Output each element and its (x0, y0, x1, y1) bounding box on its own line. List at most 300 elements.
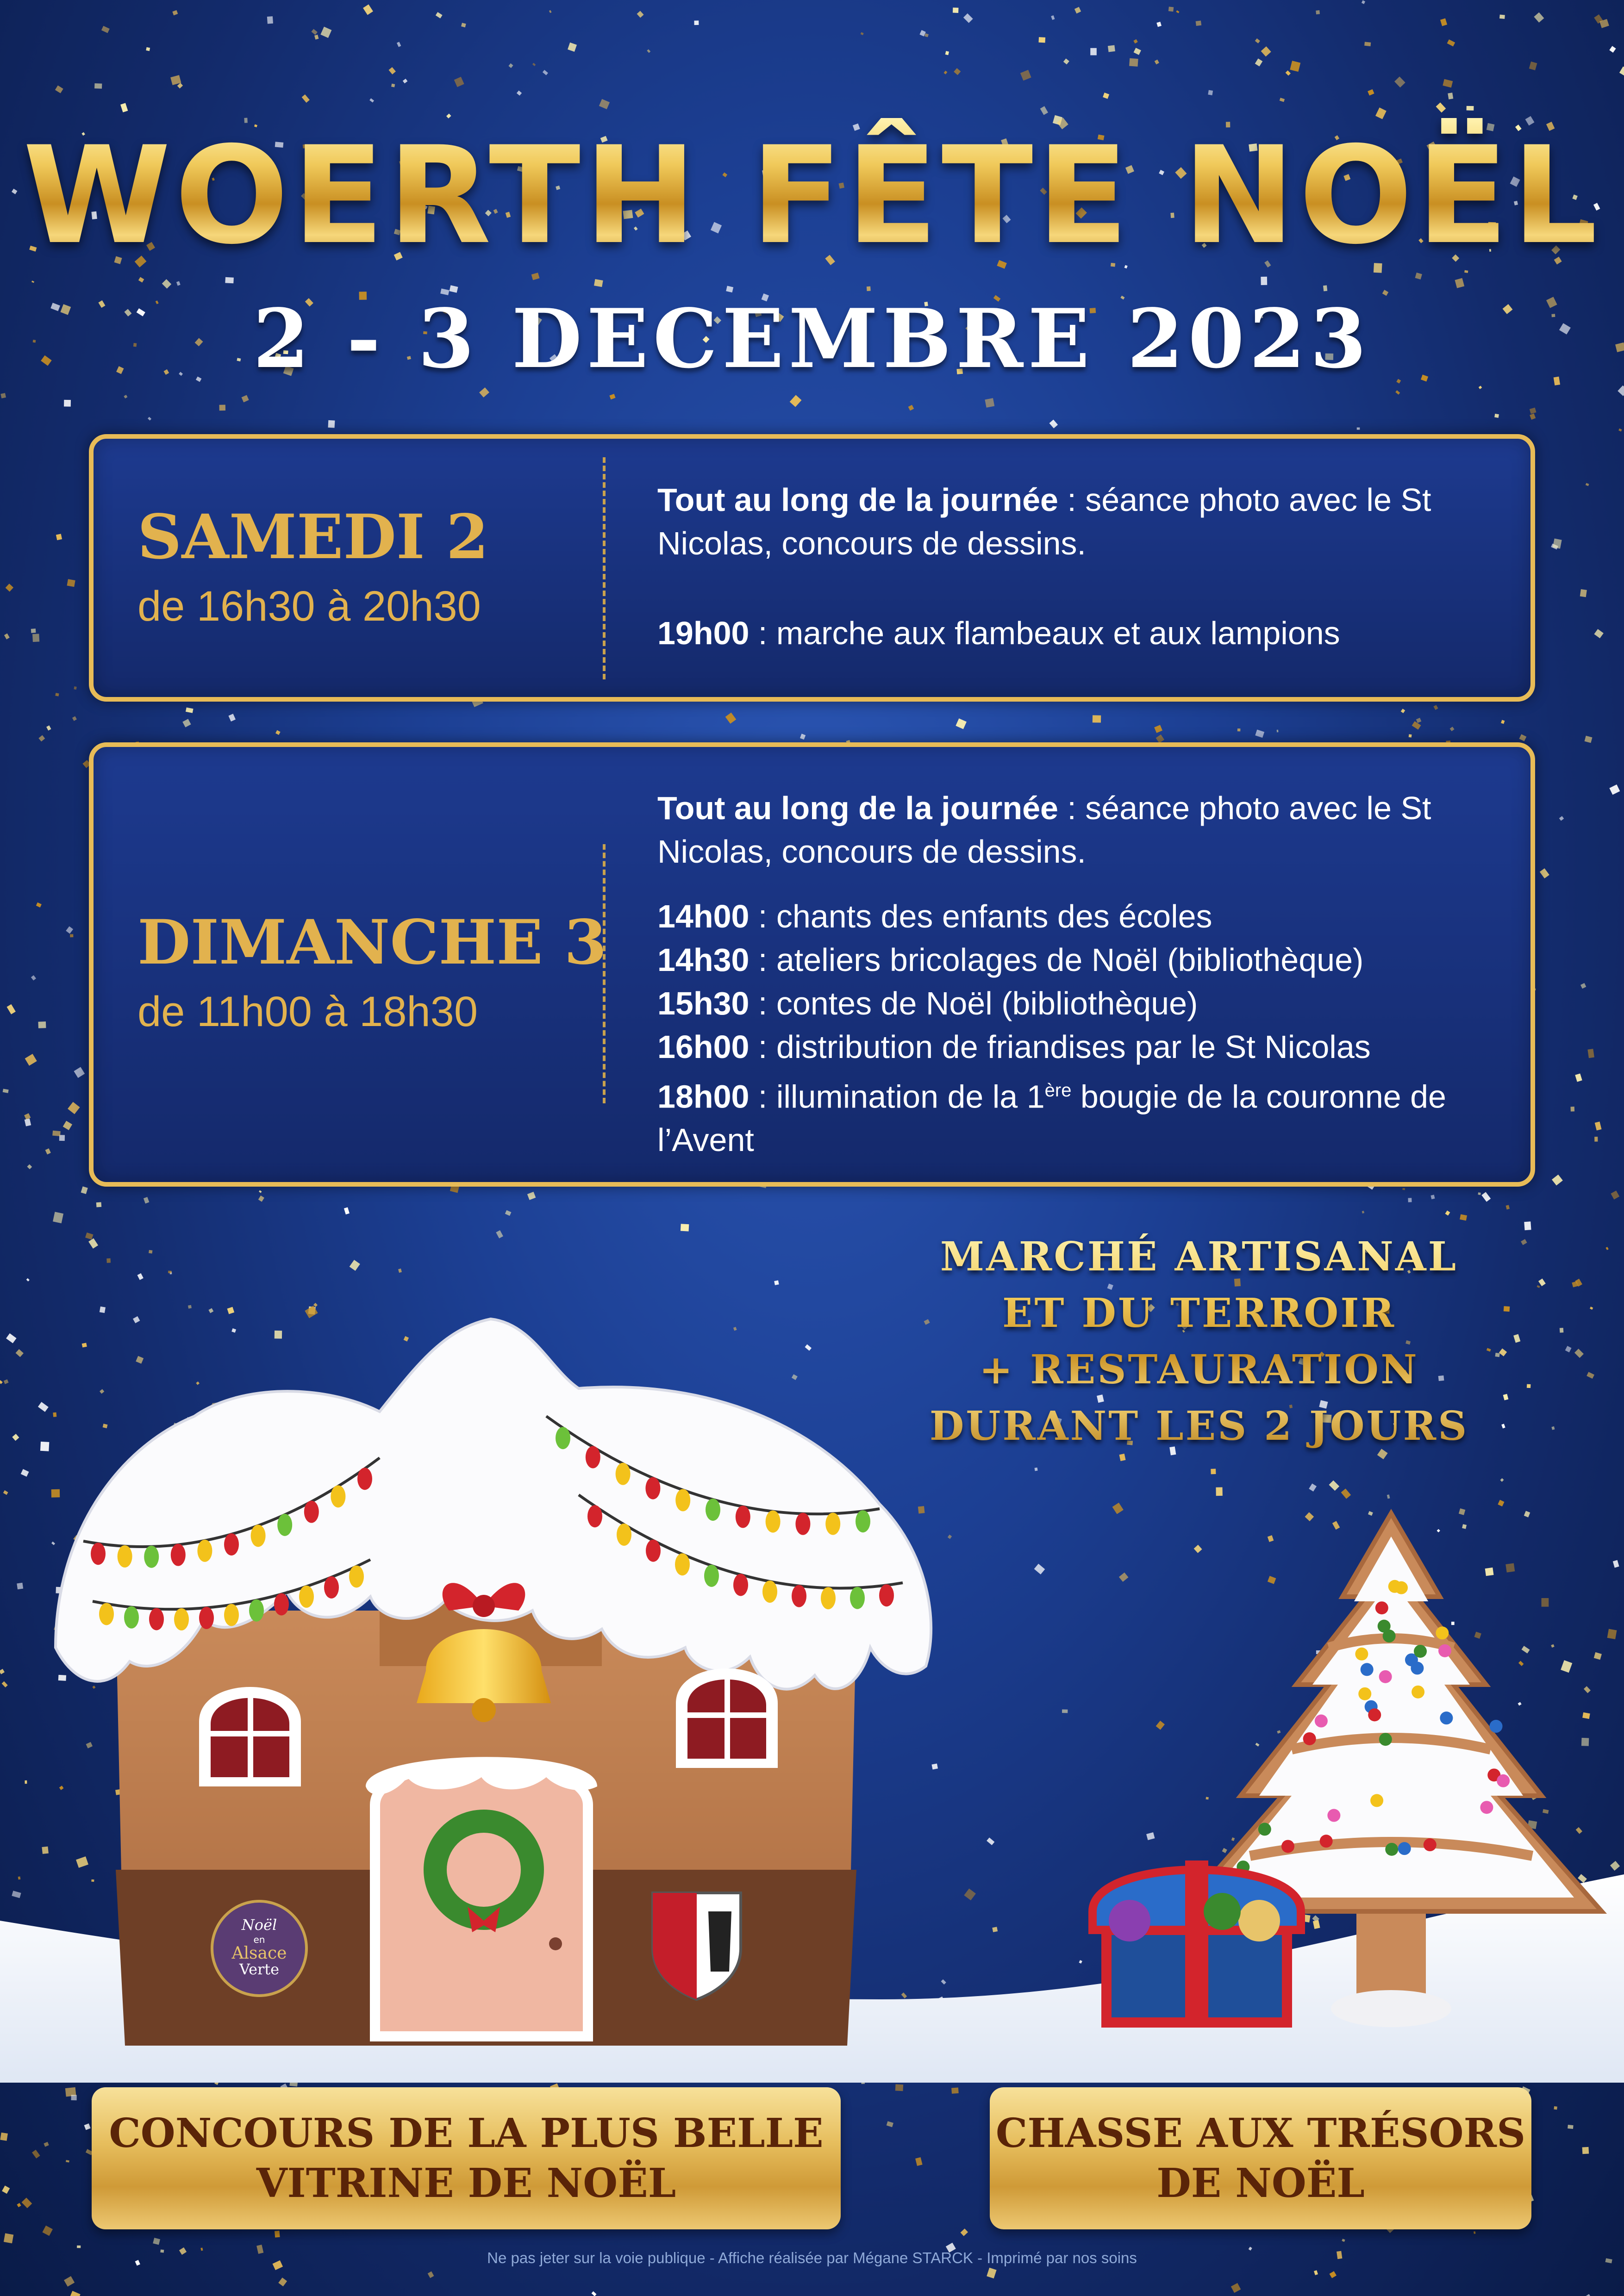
confetti (74, 686, 76, 690)
confetti (681, 1224, 689, 1231)
saturday-hours: de 16h30 à 20h30 (137, 583, 481, 630)
confetti (1323, 285, 1327, 291)
light-bulb (144, 1546, 159, 1568)
confetti (45, 1148, 51, 1154)
confetti (0, 393, 6, 398)
confetti (428, 2271, 434, 2278)
confetti (1395, 390, 1400, 395)
confetti (953, 7, 959, 13)
confetti (1208, 90, 1213, 95)
confetti (0, 2133, 8, 2141)
confetti (53, 1212, 63, 1223)
light-bulb (706, 1499, 720, 1521)
treasure-chest-icon (1093, 1860, 1301, 2022)
confetti (278, 2277, 287, 2286)
confetti (1093, 715, 1101, 722)
program-line (657, 478, 1481, 565)
confetti (915, 2157, 923, 2166)
confetti (1494, 414, 1499, 418)
light-bulb (174, 1608, 189, 1630)
ornament (1355, 1648, 1368, 1661)
light-bulb (349, 1565, 364, 1587)
confetti (94, 83, 102, 89)
confetti (311, 29, 317, 35)
ornament (1327, 1809, 1340, 1822)
confetti (1329, 2271, 1337, 2278)
confetti (314, 35, 319, 40)
light-bulb (224, 1533, 239, 1556)
svg-text:en: en (253, 1934, 265, 1945)
confetti (1529, 62, 1537, 70)
confetti (153, 2238, 160, 2245)
confetti (1575, 1073, 1582, 1082)
confetti (1595, 1121, 1602, 1130)
confetti (275, 2231, 280, 2238)
confetti (1580, 983, 1586, 989)
ornament (1320, 1835, 1333, 1848)
light-bulb (733, 1574, 748, 1596)
program-time: 14h30 (657, 942, 750, 978)
market-line: ET DU TERROIR (1002, 1290, 1396, 1337)
house-door (366, 1757, 597, 2036)
ornament (1440, 1711, 1453, 1724)
confetti (403, 79, 408, 83)
light-bulb (277, 1514, 292, 1536)
light-bulb (704, 1565, 719, 1587)
confetti (320, 27, 331, 38)
gingerbread-house (56, 1319, 931, 2046)
light-bulb (675, 1553, 690, 1575)
confetti (1580, 589, 1587, 597)
confetti (1402, 1188, 1405, 1190)
confetti (725, 713, 737, 724)
confetti (1237, 728, 1241, 731)
confetti (124, 395, 127, 398)
ornament (1281, 1840, 1294, 1853)
confetti (186, 707, 194, 713)
svg-text:Noël: Noël (241, 1916, 277, 1934)
dashed-divider (603, 457, 606, 679)
confetti (1168, 6, 1174, 12)
noel-en-alsace-verte-logo (212, 1901, 306, 1996)
program-time: 19h00 (657, 615, 750, 651)
confetti (228, 714, 236, 722)
confetti (1448, 93, 1453, 100)
ornament (1480, 1801, 1493, 1814)
light-bulb (124, 1606, 139, 1629)
confetti (32, 2150, 40, 2159)
confetti (987, 2268, 996, 2278)
light-bulb (171, 1544, 186, 1566)
confetti (1618, 429, 1622, 432)
confetti (1049, 420, 1058, 429)
confetti (72, 716, 77, 721)
confetti (594, 279, 603, 287)
confetti (64, 400, 71, 407)
confetti (1467, 106, 1474, 111)
program-line (657, 982, 1481, 1025)
light-bulb (556, 1427, 570, 1449)
confetti (505, 1210, 512, 1216)
ornament (1438, 1644, 1451, 1657)
confetti (1554, 2106, 1557, 2109)
confetti (1074, 7, 1081, 13)
confetti (1609, 46, 1616, 53)
confetti (961, 2228, 968, 2236)
confetti (963, 13, 973, 23)
program-text: : contes de Noël (bibliothèque) (749, 985, 1198, 1021)
sunday-program-box (89, 742, 1535, 1187)
light-bulb (249, 1599, 264, 1622)
light-bulb (91, 1543, 106, 1565)
ornament (1358, 1687, 1371, 1700)
confetti (944, 71, 948, 75)
program-time: 15h30 (657, 985, 750, 1021)
confetti (508, 63, 513, 68)
confetti (71, 2095, 76, 2100)
poster-title: WOERTH FÊTE NOËL (0, 118, 1624, 274)
confetti (1362, 0, 1365, 4)
confetti (1460, 1214, 1467, 1221)
confetti (1594, 629, 1603, 638)
confetti (84, 2123, 91, 2130)
shop-window-contest-button: CONCOURS DE LA PLUS BELLE VITRINE DE NOËL (92, 2087, 841, 2229)
window-left (199, 1687, 301, 1786)
confetti (88, 1238, 98, 1249)
confetti (1255, 729, 1264, 738)
confetti (1277, 730, 1279, 733)
light-bulb (197, 1540, 212, 1562)
sunday-hours: de 11h00 à 18h30 (137, 988, 478, 1035)
confetti (532, 63, 536, 66)
confetti (568, 43, 577, 52)
ornament (1303, 1732, 1316, 1745)
confetti (101, 26, 110, 33)
confetti (96, 1202, 101, 1207)
program-text: : séance photo avec le St Nicolas, concours de dessins. (657, 790, 1431, 870)
confetti (1571, 1107, 1575, 1112)
confetti (172, 10, 178, 15)
confetti (81, 1186, 88, 1194)
confetti (908, 405, 914, 411)
light-bulb (645, 1477, 660, 1500)
confetti (302, 94, 310, 103)
confetti (1478, 1192, 1480, 1195)
confetti (1450, 727, 1455, 731)
confetti (549, 10, 552, 13)
confetti (31, 628, 36, 633)
confetti (1585, 736, 1593, 743)
confetti (1594, 1137, 1598, 1142)
program-line (657, 1025, 1481, 1069)
ornament (1258, 1823, 1271, 1836)
confetti (647, 49, 650, 53)
light-bulb (617, 1524, 631, 1546)
confetti (1409, 734, 1412, 737)
confetti (1364, 42, 1371, 46)
confetti (77, 2246, 81, 2248)
light-bulb (616, 1463, 631, 1485)
confetti (1408, 1198, 1412, 1202)
confetti (55, 86, 63, 93)
confetti (1524, 1221, 1531, 1230)
confetti (46, 725, 51, 730)
confetti (1586, 483, 1589, 486)
light-bulb (149, 1608, 164, 1630)
confetti (24, 1113, 31, 1120)
confetti (177, 83, 183, 88)
ornament (1368, 1708, 1381, 1721)
confetti (66, 926, 73, 933)
confetti (1552, 1175, 1563, 1186)
confetti (144, 1197, 149, 1203)
program-line (657, 1069, 1481, 1162)
confetti (1401, 709, 1405, 713)
light-bulb (224, 1604, 239, 1626)
confetti (1103, 93, 1109, 99)
confetti (1255, 38, 1260, 44)
program-text: : séance photo avec le St Nicolas, concours de dessins. (657, 482, 1431, 561)
program-line (657, 895, 1481, 938)
program-time: Tout au long de la journée (657, 482, 1058, 518)
confetti (985, 398, 994, 408)
confetti (479, 387, 489, 398)
confetti (1455, 278, 1465, 288)
confetti (138, 277, 144, 283)
confetti (64, 2276, 75, 2287)
confetti (391, 84, 395, 87)
confetti (517, 90, 522, 95)
confetti (951, 2088, 959, 2094)
dashed-divider (603, 844, 606, 1103)
confetti (461, 23, 466, 27)
market-line: + RESTAURATION (979, 1346, 1419, 1393)
confetti (241, 395, 249, 402)
program-text: : marche aux flambeaux et aux lampions (749, 615, 1340, 651)
light-bulb (736, 1506, 750, 1528)
confetti (267, 16, 273, 24)
light-bulb (762, 1580, 777, 1603)
confetti (1255, 58, 1263, 66)
confetti (36, 902, 42, 908)
ornament (1375, 1601, 1388, 1614)
confetti (1530, 408, 1537, 414)
light-bulb (587, 1505, 602, 1527)
confetti (1231, 2283, 1241, 2293)
ornament (1383, 1630, 1396, 1643)
confetti (1020, 70, 1031, 81)
confetti (1134, 48, 1141, 55)
confetti (1129, 58, 1138, 67)
saturday-program-box (89, 434, 1535, 702)
light-bulb (795, 1513, 810, 1535)
light-bulb (331, 1485, 345, 1507)
confetti (1440, 19, 1447, 26)
confetti (369, 98, 374, 102)
footer-credits: Ne pas jeter sur la voie publique - Affiche réalisée par Mégane STARCK - Imprimé par nos soins (487, 2249, 1137, 2266)
confetti (1063, 58, 1069, 64)
confetti (7, 1004, 16, 1014)
confetti (146, 47, 150, 51)
confetti (363, 4, 373, 15)
saturday-program (657, 478, 1481, 655)
confetti (25, 1119, 31, 1126)
confetti (31, 280, 34, 283)
ornament (1379, 1670, 1392, 1683)
confetti (1368, 89, 1374, 96)
confetti (4, 2233, 13, 2243)
program-time: 18h00 (657, 1078, 750, 1115)
confetti (74, 1067, 85, 1078)
confetti (2, 2185, 10, 2194)
program-text: : chants des enfants des écoles (749, 898, 1212, 934)
confetti (1618, 386, 1624, 396)
confetti (1582, 2147, 1589, 2154)
confetti (17, 2203, 21, 2207)
light-bulb (299, 1586, 314, 1608)
confetti (1611, 1190, 1619, 1199)
confetti (1342, 2239, 1345, 2242)
confetti (22, 2197, 32, 2208)
ornament (1414, 1645, 1427, 1658)
confetti (258, 1195, 264, 1202)
ornament (1361, 1663, 1374, 1676)
confetti (259, 1190, 262, 1193)
confetti (1314, 2270, 1318, 2275)
sunday-program (657, 786, 1481, 1162)
confetti (527, 1192, 536, 1200)
ornament (1379, 1733, 1392, 1746)
confetti (4, 634, 10, 640)
market-line: DURANT LES 2 JOURS (929, 1403, 1469, 1450)
confetti (66, 2160, 69, 2162)
light-bulb (850, 1587, 865, 1609)
program-text: bougie de la couronne de l’Avent (657, 1078, 1446, 1158)
confetti (67, 579, 75, 587)
light-bulb (821, 1587, 836, 1609)
confetti (170, 75, 181, 85)
confetti (1436, 102, 1446, 112)
ornament (1398, 1842, 1411, 1855)
confetti (1196, 21, 1202, 26)
confetti (1474, 2231, 1476, 2234)
ornament (1315, 1715, 1328, 1728)
confetti (68, 1102, 80, 1114)
confetti (63, 1121, 72, 1130)
confetti (162, 279, 171, 288)
ornament (1395, 1581, 1408, 1594)
confetti (1534, 12, 1544, 23)
confetti (1433, 705, 1438, 710)
confetti (1156, 734, 1165, 743)
market-line: MARCHÉ ARTISANAL (940, 1233, 1458, 1280)
confetti (44, 2142, 49, 2147)
light-bulb (274, 1593, 289, 1615)
program-line (657, 938, 1481, 982)
confetti (1506, 1205, 1510, 1209)
confetti (637, 11, 644, 18)
program-time: Tout au long de la journée (657, 790, 1058, 826)
confetti (496, 1230, 503, 1238)
confetti (52, 1131, 61, 1136)
light-bulb (879, 1584, 894, 1606)
light-bulb (357, 1468, 372, 1490)
confetti (182, 719, 191, 727)
confetti (1156, 22, 1162, 27)
confetti (1412, 721, 1421, 729)
program-time: 14h00 (657, 898, 750, 934)
confetti (3, 1089, 9, 1093)
confetti (861, 32, 864, 35)
sunday-day-title: DIMANCHE 3 (137, 907, 607, 978)
confetti (1530, 413, 1536, 420)
confetti (1587, 1049, 1594, 1058)
confetti (1416, 718, 1421, 723)
confetti (945, 51, 949, 55)
confetti (1519, 734, 1526, 741)
ornament (1436, 1626, 1449, 1639)
program-text: : ateliers bricolages de Noël (bibliothèque) (749, 942, 1364, 978)
confetti (148, 417, 151, 421)
confetti (328, 420, 335, 428)
confetti (42, 2226, 53, 2236)
confetti (55, 693, 59, 696)
window-right (676, 1668, 778, 1768)
confetti (1585, 2294, 1592, 2296)
svg-text:Verte: Verte (239, 1960, 280, 1978)
confetti (176, 281, 181, 286)
confetti (1357, 428, 1360, 430)
confetti (389, 67, 396, 75)
confetti (1553, 538, 1562, 548)
confetti (1394, 76, 1405, 87)
confetti (31, 975, 36, 980)
svg-text:Alsace: Alsace (231, 1944, 287, 1963)
confetti (694, 20, 699, 25)
confetti (895, 2084, 903, 2091)
ornament (1497, 1774, 1510, 1787)
confetti (454, 77, 464, 87)
confetti (1445, 1211, 1450, 1216)
light-bulb (324, 1576, 339, 1599)
confetti (1040, 106, 1048, 115)
confetti (32, 634, 39, 642)
confetti (867, 286, 871, 291)
confetti (1375, 107, 1387, 119)
program-text: : distribution de friandises par le St Nicolas (749, 1029, 1371, 1065)
confetti (1108, 45, 1115, 52)
confetti (1609, 784, 1620, 795)
light-bulb (646, 1540, 661, 1562)
confetti (1176, 10, 1179, 13)
confetti (956, 718, 967, 729)
confetti (1261, 46, 1271, 56)
confetti (225, 277, 234, 283)
light-bulb (99, 1603, 114, 1625)
confetti (543, 70, 548, 75)
confetti (1286, 70, 1291, 75)
program-time: 16h00 (657, 1029, 750, 1065)
light-bulb (304, 1501, 319, 1523)
confetti (1261, 277, 1267, 285)
confetti (1290, 61, 1300, 72)
light-bulb (792, 1585, 806, 1607)
confetti (397, 42, 401, 47)
confetti (599, 99, 610, 109)
light-bulb (856, 1510, 870, 1532)
confetti (1280, 98, 1285, 102)
ornament (1370, 1794, 1383, 1807)
